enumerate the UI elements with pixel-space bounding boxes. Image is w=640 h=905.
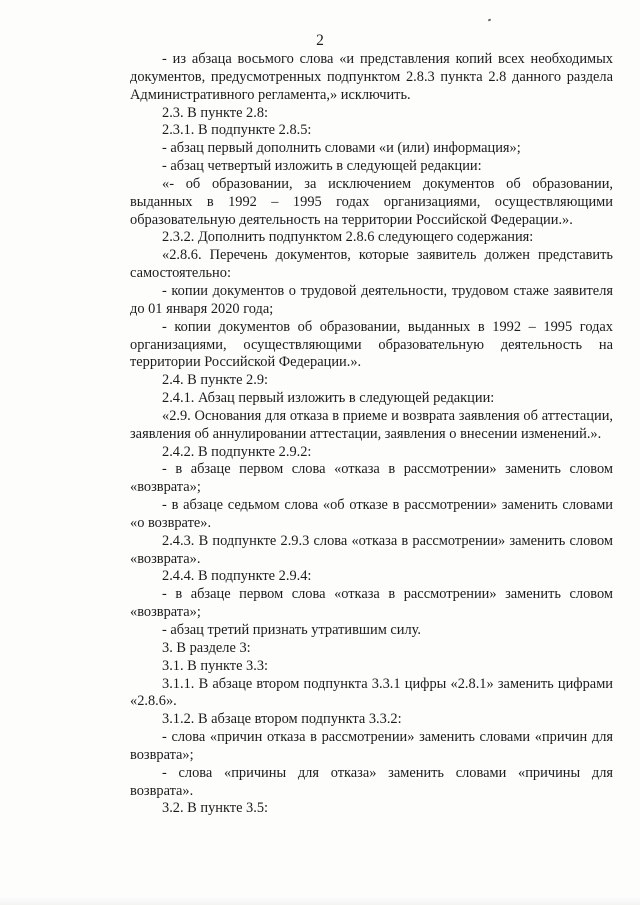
paragraph: 3.1.1. В абзаце втором подпункта 3.3.1 цифры «2.8.1» заменить цифрами «2.8.6».: [130, 675, 613, 710]
paragraph: - абзац четвертый изложить в следующей редакции:: [162, 158, 482, 175]
paragraph: - в абзаце первом слова «отказа в рассмотрении» заменить словом «возврата»;: [130, 586, 613, 621]
paragraph: 2.4.3. В подпункте 2.9.3 слова «отказа в рассмотрении» заменить словом «возврата».: [130, 532, 613, 567]
paragraph: «2.8.6. Перечень документов, которые заявитель должен представить самостоятельно:: [130, 247, 613, 282]
paragraph: 3.1. В пункте 3.3:: [162, 657, 269, 674]
paragraph: 2.3.2. Дополнить подпунктом 2.8.6 следующего содержания:: [162, 229, 534, 246]
document-body: [130, 51, 613, 818]
paragraph: 2.4.1. Абзац первый изложить в следующей редакции:: [162, 390, 495, 407]
paragraph: 2.3. В пункте 2.8:: [162, 104, 269, 121]
paragraph: 2.3.1. В подпункте 2.8.5:: [162, 122, 312, 139]
paragraph: - слова «причины для отказа» заменить словами «причины для возврата».: [130, 764, 613, 799]
paragraph: 3. В разделе 3:: [162, 639, 251, 656]
scan-edge-shadow: [0, 897, 640, 905]
paragraph: «- об образовании, за исключением документов об образовании, выданных в 1992 – 1995 годах организациями, осуществляющими образовательную деятельность на территории Российской Федерации.».: [130, 175, 613, 228]
paragraph: - в абзаце седьмом слова «об отказе в рассмотрении» заменить словами «о возврате».: [130, 497, 613, 531]
paragraph: - из абзаца восьмого слова «и представления копий всех необходимых документов, предусмотренных подпунктом 2.8.3 пункта 2.8 данного раздела Административного регламента,» исключить.: [130, 51, 613, 103]
paragraph: 3.2. В пункте 3.5:: [162, 800, 269, 817]
scan-speck: [488, 18, 492, 21]
paragraph: - копии документов об образовании, выданных в 1992 – 1995 годах организациями, осуществляющими образовательную деятельность на территории Российской Федерации.».: [130, 318, 613, 371]
paragraph: - абзац третий признать утратившим силу.: [162, 622, 422, 638]
paragraph: «2.9. Основания для отказа в приеме и возврата заявления об аттестации, заявления об аннулировании аттестации, заявления о внесении изменений.».: [130, 407, 613, 442]
paragraph: 2.4. В пункте 2.9:: [162, 372, 269, 389]
paragraph: - слова «причин отказа в рассмотрении» заменить словами «причин для возврата»;: [130, 729, 613, 763]
paragraph: - копии документов о трудовой деятельности, трудовом стаже заявителя до 01 января 2020 года;: [130, 282, 613, 317]
page-number: 2: [316, 32, 324, 49]
paragraph: 2.4.2. В подпункте 2.9.2:: [162, 443, 312, 460]
paragraph: 2.4.4. В подпункте 2.9.4:: [162, 568, 312, 585]
paragraph: - в абзаце первом слова «отказа в рассмотрении» заменить словом «возврата»;: [130, 461, 613, 496]
paragraph: - абзац первый дополнить словами «и (или) информация»;: [162, 140, 521, 157]
paragraph: 3.1.2. В абзаце втором подпункта 3.3.2:: [162, 711, 402, 728]
